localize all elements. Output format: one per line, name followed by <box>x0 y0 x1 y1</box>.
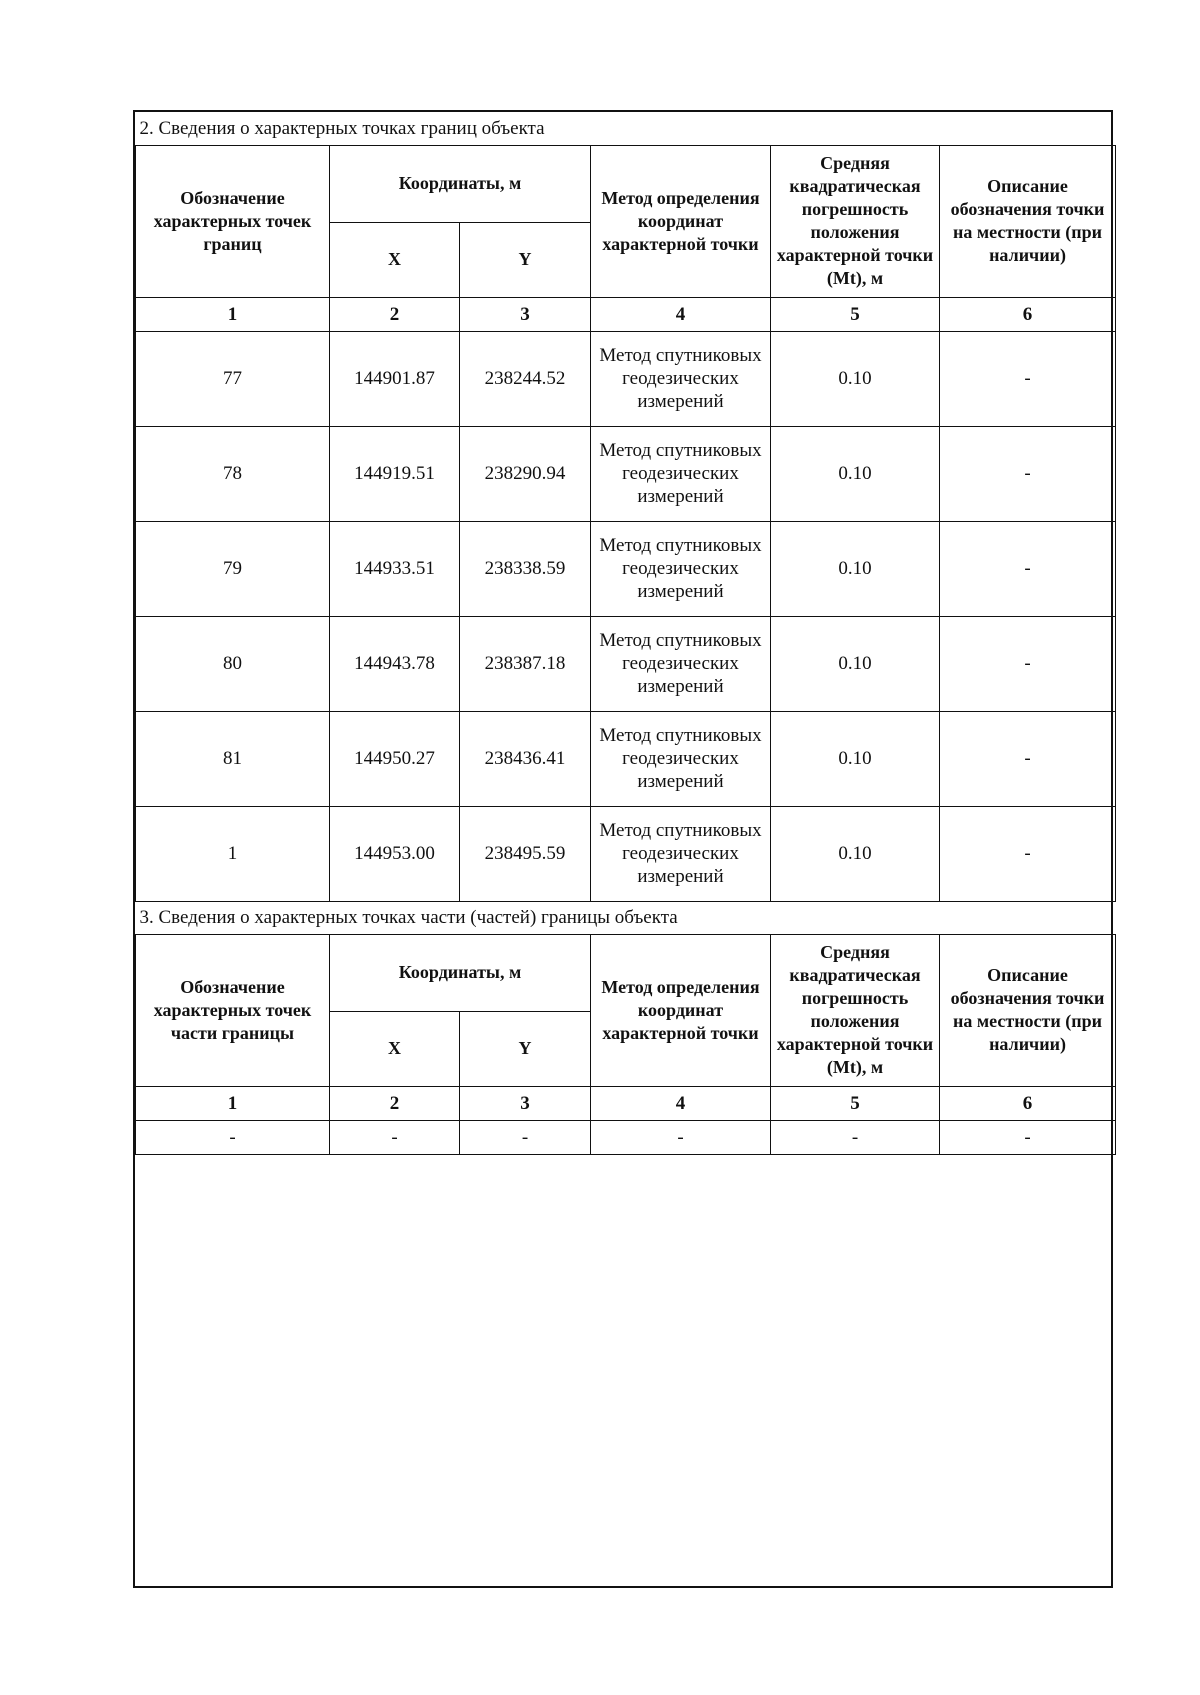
table-row <box>136 426 1116 521</box>
table-row <box>136 711 1116 806</box>
column-number: 2 <box>330 297 460 331</box>
column-number: 4 <box>591 297 771 331</box>
column-numbers-row <box>136 297 1116 331</box>
header-coords: Координаты, м <box>330 934 591 1011</box>
header-y: Y <box>460 222 591 297</box>
error-cell: 0.10 <box>771 331 940 426</box>
method-cell: Метод спутниковых геодезических измерений <box>591 616 771 711</box>
header-point: Обозначение характерных точек части границы <box>136 934 330 1086</box>
y-cell: 238338.59 <box>460 521 591 616</box>
y-cell: 238436.41 <box>460 711 591 806</box>
y-cell: 238387.18 <box>460 616 591 711</box>
method-cell: Метод спутниковых геодезических измерений <box>591 426 771 521</box>
description-cell: - <box>940 616 1116 711</box>
method-cell: Метод спутниковых геодезических измерений <box>591 521 771 616</box>
method-cell: - <box>591 1120 771 1154</box>
table-row <box>136 521 1116 616</box>
description-cell: - <box>940 331 1116 426</box>
point-cell: - <box>136 1120 330 1154</box>
error-cell: 0.10 <box>771 426 940 521</box>
point-cell: 77 <box>136 331 330 426</box>
column-number: 6 <box>940 1086 1116 1120</box>
header-error: Средняя квадратическая погрешность положения характерной точки (Mt), м <box>771 145 940 297</box>
header-description: Описание обозначения точки на местности (при наличии) <box>940 934 1116 1086</box>
header-point: Обозначение характерных точек границ <box>136 145 330 297</box>
description-cell: - <box>940 1120 1116 1154</box>
column-number: 1 <box>136 297 330 331</box>
column-number: 3 <box>460 1086 591 1120</box>
description-cell: - <box>940 711 1116 806</box>
y-cell: - <box>460 1120 591 1154</box>
x-cell: 144950.27 <box>330 711 460 806</box>
column-number: 6 <box>940 297 1116 331</box>
point-cell: 80 <box>136 616 330 711</box>
header-x: X <box>330 1011 460 1086</box>
x-cell: - <box>330 1120 460 1154</box>
description-cell: - <box>940 426 1116 521</box>
table-row <box>136 806 1116 901</box>
error-cell: 0.10 <box>771 711 940 806</box>
point-cell: 1 <box>136 806 330 901</box>
point-cell: 81 <box>136 711 330 806</box>
error-cell: 0.10 <box>771 616 940 711</box>
y-cell: 238290.94 <box>460 426 591 521</box>
x-cell: 144943.78 <box>330 616 460 711</box>
point-cell: 78 <box>136 426 330 521</box>
method-cell: Метод спутниковых геодезических измерений <box>591 806 771 901</box>
column-number: 2 <box>330 1086 460 1120</box>
x-cell: 144919.51 <box>330 426 460 521</box>
method-cell: Метод спутниковых геодезических измерений <box>591 711 771 806</box>
column-number: 5 <box>771 1086 940 1120</box>
column-numbers-row <box>136 1086 1116 1120</box>
header-y: Y <box>460 1011 591 1086</box>
header-method: Метод определения координат характерной точки <box>591 145 771 297</box>
header-x: X <box>330 222 460 297</box>
section2-title: 2. Сведения о характерных точках границ объекта <box>136 112 1116 145</box>
header-method: Метод определения координат характерной точки <box>591 934 771 1086</box>
error-cell: 0.10 <box>771 806 940 901</box>
x-cell: 144901.87 <box>330 331 460 426</box>
header-error: Средняя квадратическая погрешность положения характерной точки (Mt), м <box>771 934 940 1086</box>
column-number: 3 <box>460 297 591 331</box>
y-cell: 238495.59 <box>460 806 591 901</box>
table-row <box>136 616 1116 711</box>
header-coords: Координаты, м <box>330 145 591 222</box>
point-cell: 79 <box>136 521 330 616</box>
column-number: 5 <box>771 297 940 331</box>
column-number: 4 <box>591 1086 771 1120</box>
description-cell: - <box>940 806 1116 901</box>
column-number: 1 <box>136 1086 330 1120</box>
table-row <box>136 1120 1116 1154</box>
header-description: Описание обозначения точки на местности (при наличии) <box>940 145 1116 297</box>
document-frame <box>133 110 1113 1588</box>
table-row <box>136 331 1116 426</box>
section3-title: 3. Сведения о характерных точках части (частей) границы объекта <box>136 901 1116 934</box>
y-cell: 238244.52 <box>460 331 591 426</box>
x-cell: 144953.00 <box>330 806 460 901</box>
error-cell: 0.10 <box>771 521 940 616</box>
x-cell: 144933.51 <box>330 521 460 616</box>
error-cell: - <box>771 1120 940 1154</box>
points-table <box>135 112 1116 1155</box>
method-cell: Метод спутниковых геодезических измерений <box>591 331 771 426</box>
description-cell: - <box>940 521 1116 616</box>
